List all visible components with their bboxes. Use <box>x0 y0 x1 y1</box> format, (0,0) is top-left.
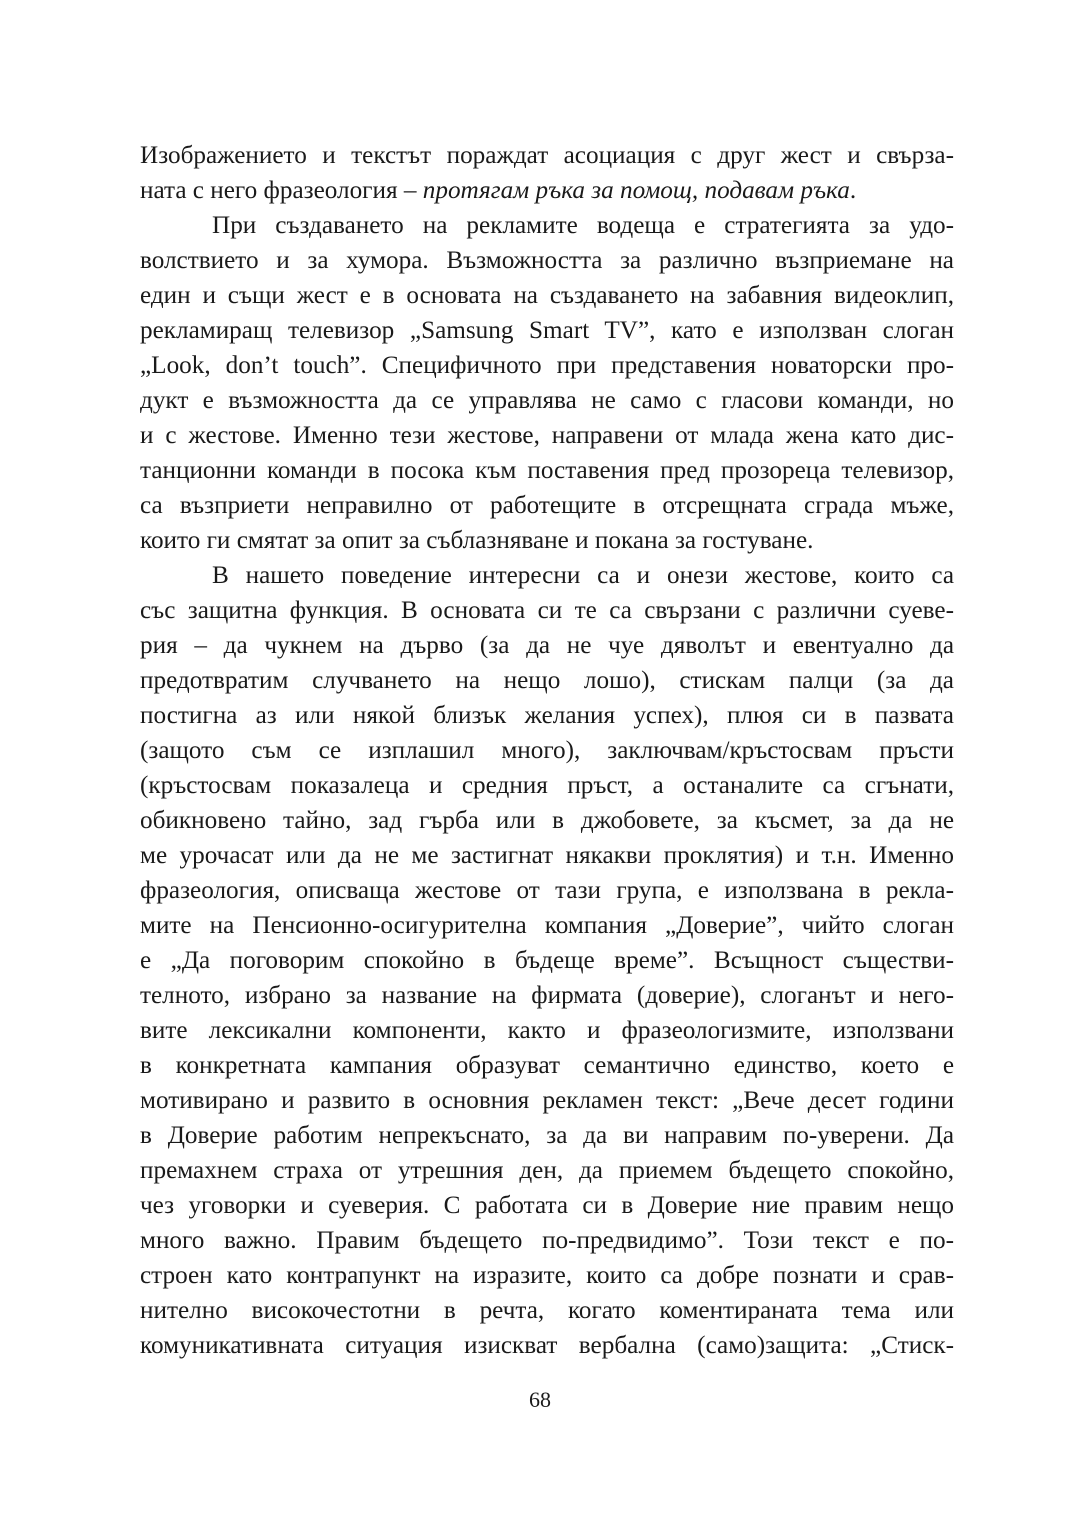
text-line: предотвратим случването на нещо лошо), стискам палци (за да <box>140 667 954 694</box>
text-line: строен като контрапункт на изразите, които са добре познати и срав- <box>140 1262 954 1289</box>
text-line: При създаването на рекламите водеща е стратегията за удо- <box>212 212 954 239</box>
text-line: (защото съм се изплашил много), заключвам/кръстосвам пръсти <box>140 737 954 764</box>
text-line: и с жестове. Именно тези жестове, направени от млада жена като дис- <box>140 422 954 449</box>
text-line: постигна аз или някой близък желания успех), плюя си в пазвата <box>140 702 954 729</box>
text-line: са възприети неправилно от работещите в отсрещната сграда мъже, <box>140 492 954 519</box>
text-line: рекламиращ телевизор „Samsung Smart TV”, като е използван слоган <box>140 317 954 344</box>
text-line: телното, избрано за название на фирмата (доверие), слоганът и него- <box>140 982 954 1009</box>
text-line: вите лексикални компоненти, както и фразеологизмите, използвани <box>140 1017 954 1044</box>
text-line: комуникативната ситуация изискват вербална (само)защита: „Стиск- <box>140 1332 954 1359</box>
text-line: със защитна функция. В основата си те са свързани с различни суеве- <box>140 597 954 624</box>
text-line: чез уговорки и суеверия. С работата си в Доверие ние правим нещо <box>140 1192 954 1219</box>
text-line: един и същи жест е в основата на създаването на забавния видеоклип, <box>140 282 954 309</box>
text-line: рия – да чукнем на дърво (за да не чуе дяволът и евентуално да <box>140 632 954 659</box>
text-line: много важно. Правим бъдещето по-предвидимо”. Този текст е по- <box>140 1227 954 1254</box>
text-line: нително високочестотни в речта, когато коментираната тема или <box>140 1297 954 1324</box>
text-line: е „Да поговорим спокойно в бъдеще време”. Всъщност съществи- <box>140 947 954 974</box>
text-line: ме урочасат или да не ме застигнат някакви проклятия) и т.н. Именно <box>140 842 954 869</box>
page-number: 68 <box>529 1387 551 1412</box>
text-line: в конкретната кампания образуват семантично единство, което е <box>140 1052 954 1079</box>
text-line: в Доверие работим непрекъснато, за да ви направим по-уверени. Да <box>140 1122 954 1149</box>
text-line: В нашето поведение интересни са и онези жестове, които са <box>212 562 954 589</box>
text-line: дукт е възможността да се управлява не само с гласови команди, но <box>140 387 954 414</box>
text-line: мите на Пенсионно-осигурителна компания „Доверие”, чийто слоган <box>140 912 954 939</box>
text-line: „Look, don’t touch”. Специфичното при представения новаторски про- <box>140 352 954 379</box>
text-line <box>140 173 954 208</box>
text-line: които ги смятат за опит за съблазняване и покана за гостуване. <box>140 527 814 554</box>
text-line: премахнем страха от утрешния ден, да приемем бъдещето спокойно, <box>140 1157 954 1184</box>
text-line: фразеология, описваща жестове от тази група, е използвана в рекла- <box>140 877 954 904</box>
text-line: мотивирано и развито в основния рекламен текст: „Вече десет години <box>140 1087 954 1114</box>
text-segment: ната с него фразеология – <box>140 177 423 204</box>
text-line: (кръстосвам показалеца и средния пръст, а останалите са сгънати, <box>140 772 954 799</box>
text-line: Изображението и текстът пораждат асоциация с друг жест и свърза- <box>140 142 954 169</box>
text-line: волствието и за хумора. Възможността за различно възприемане на <box>140 247 954 274</box>
text-line: обикновено тайно, зад гърба или в джобовете, за късмет, за да не <box>140 807 954 834</box>
italic-phrase: протягам ръка за помощ, подавам ръка <box>422 177 850 204</box>
text-line: танционни команди в посока към поставения пред прозореца телевизор, <box>140 457 954 484</box>
text-segment: . <box>849 177 857 204</box>
page-body <box>140 138 954 1363</box>
